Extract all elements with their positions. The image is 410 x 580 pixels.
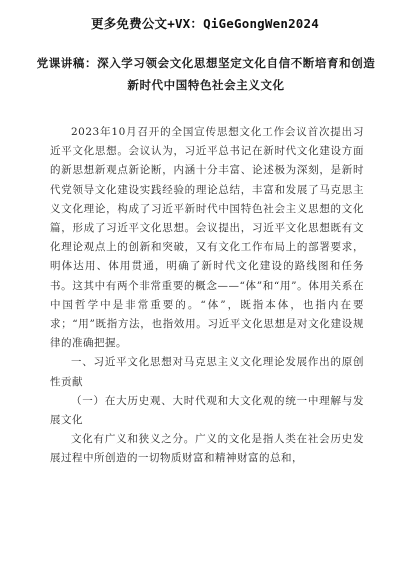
document-title: 党课讲稿：深入学习领会文化思想坚定文化自信不断培育和创造新时代中国特色社会主义文化 <box>36 56 376 92</box>
document-body <box>50 123 364 469</box>
subsection-heading: （一）在大历史观、大时代观和大文化观的统一中理解与发展文化 <box>50 394 364 427</box>
body-paragraph: 2023年10月召开的全国宣传思想文化工作会议首次提出习近平文化思想。会议认为，习近平总书记在新时代文化建设方面的新思想新观点新论断，内涵十分丰富、论述极为深刻，是新时代党领导文化建设实践经验的理论总结，丰富和发展了马克思主义文化理论，构成了习近平新时代中国特色社会主义思想的文化篇，形成了习近平文化思想。会议提出，习近平文化思想既有文化理论观点上的创新和突破，又有文化工作布局上的部署要求，明体达用、体用贯通，明确了新时代文化建设的路线图和任务书。这其中有两个非常重要的概念——“体”和“用”。体用关系在中国哲学中是非常重要的。“体”，既指本体，也指内在要求；“用”既指方法，也指效用。习近平文化思想是对文化建设规律的准确把握。 <box>50 126 364 350</box>
closing-paragraph: 文化有广义和狭义之分。广义的文化是指人类在社会历史发展过程中所创造的一切物质财富和精神财富的总和， <box>50 433 364 465</box>
promo-banner: 更多免费公文+VX：QiGeGongWen2024 <box>91 16 319 31</box>
section-heading: 一、习近平文化思想对马克思主义文化理论发展作出的原创性贡献 <box>50 356 364 388</box>
